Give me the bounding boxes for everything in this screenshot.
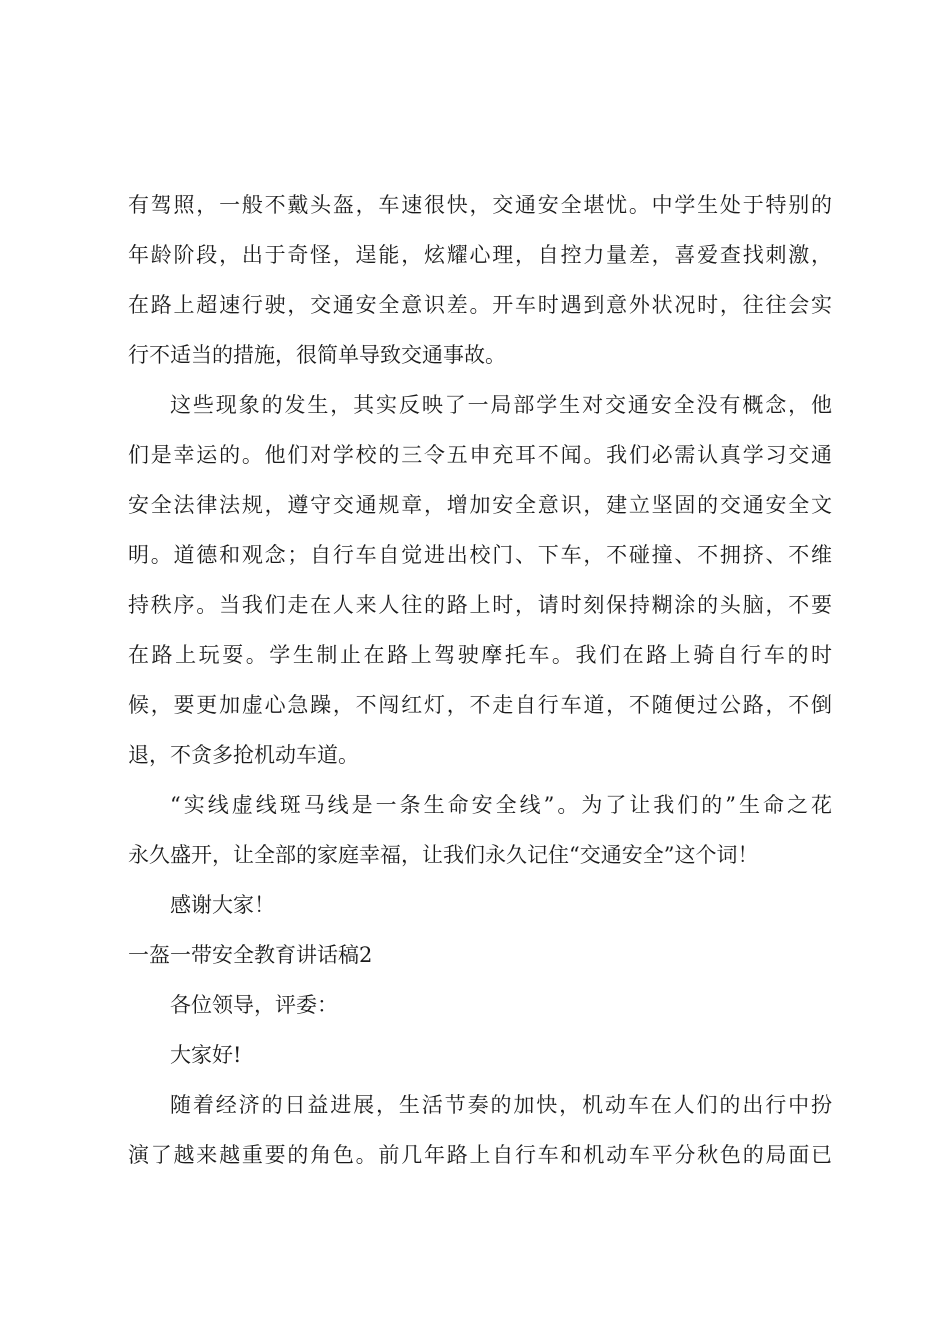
paragraph-3-line-2: 永久盛开，让全部的家庭幸福，让我们永久记住“交通安全”这个词！ bbox=[128, 843, 759, 867]
paragraph-2-line-7: 候，要更加虚心急躁，不闯红灯，不走自行车道，不随便过公路，不倒 bbox=[128, 693, 832, 717]
paragraph-2-line-5: 持秩序。当我们走在人来人往的路上时，请时刻保持糊涂的头脑，不要 bbox=[128, 593, 832, 617]
paragraph-1-line-3: 在路上超速行驶，交通安全意识差。开车时遇到意外状况时，往往会实 bbox=[128, 293, 832, 317]
paragraph-2-line-8: 退，不贪多抢机动车道。 bbox=[128, 743, 359, 767]
paragraph-2-line-4: 明。道德和观念；自行车自觉进出校门、下车，不碰撞、不拥挤、不维 bbox=[128, 543, 832, 567]
paragraph-2-line-6: 在路上玩耍。学生制止在路上驾驶摩托车。我们在路上骑自行车的时 bbox=[128, 643, 832, 667]
paragraph-1-line-4: 行不适当的措施，很简单导致交通事故。 bbox=[128, 343, 506, 367]
paragraph-2-line-1: 这些现象的发生，其实反映了一局部学生对交通安全没有概念，他 bbox=[170, 393, 832, 417]
greeting: 大家好! bbox=[170, 1043, 242, 1067]
paragraph-2-line-2: 们是幸运的。他们对学校的三令五申充耳不闻。我们必需认真学习交通 bbox=[128, 443, 832, 467]
paragraph-1-line-1: 有驾照，一般不戴头盔，车速很快，交通安全堪忧。中学生处于特别的 bbox=[128, 193, 832, 217]
paragraph-4-line-1: 随着经济的日益进展，生活节奏的加快，机动车在人们的出行中扮 bbox=[170, 1093, 832, 1117]
paragraph-1-line-2: 年龄阶段，出于奇怪，逞能，炫耀心理，自控力量差，喜爱查找刺激， bbox=[128, 243, 832, 267]
paragraph-3-line-1: “实线虚线斑马线是一条生命安全线”。为了让我们的”生命之花 bbox=[170, 793, 832, 817]
paragraph-2-line-3: 安全法律法规，遵守交通规章，增加安全意识，建立坚固的交通安全文 bbox=[128, 493, 832, 517]
closing-thanks: 感谢大家！ bbox=[170, 893, 275, 917]
paragraph-4-line-2: 演了越来越重要的角色。前几年路上自行车和机动车平分秋色的局面已 bbox=[128, 1143, 832, 1167]
section-title: 一盔一带安全教育讲话稿2 bbox=[128, 943, 373, 967]
salutation: 各位领导，评委： bbox=[170, 993, 338, 1017]
